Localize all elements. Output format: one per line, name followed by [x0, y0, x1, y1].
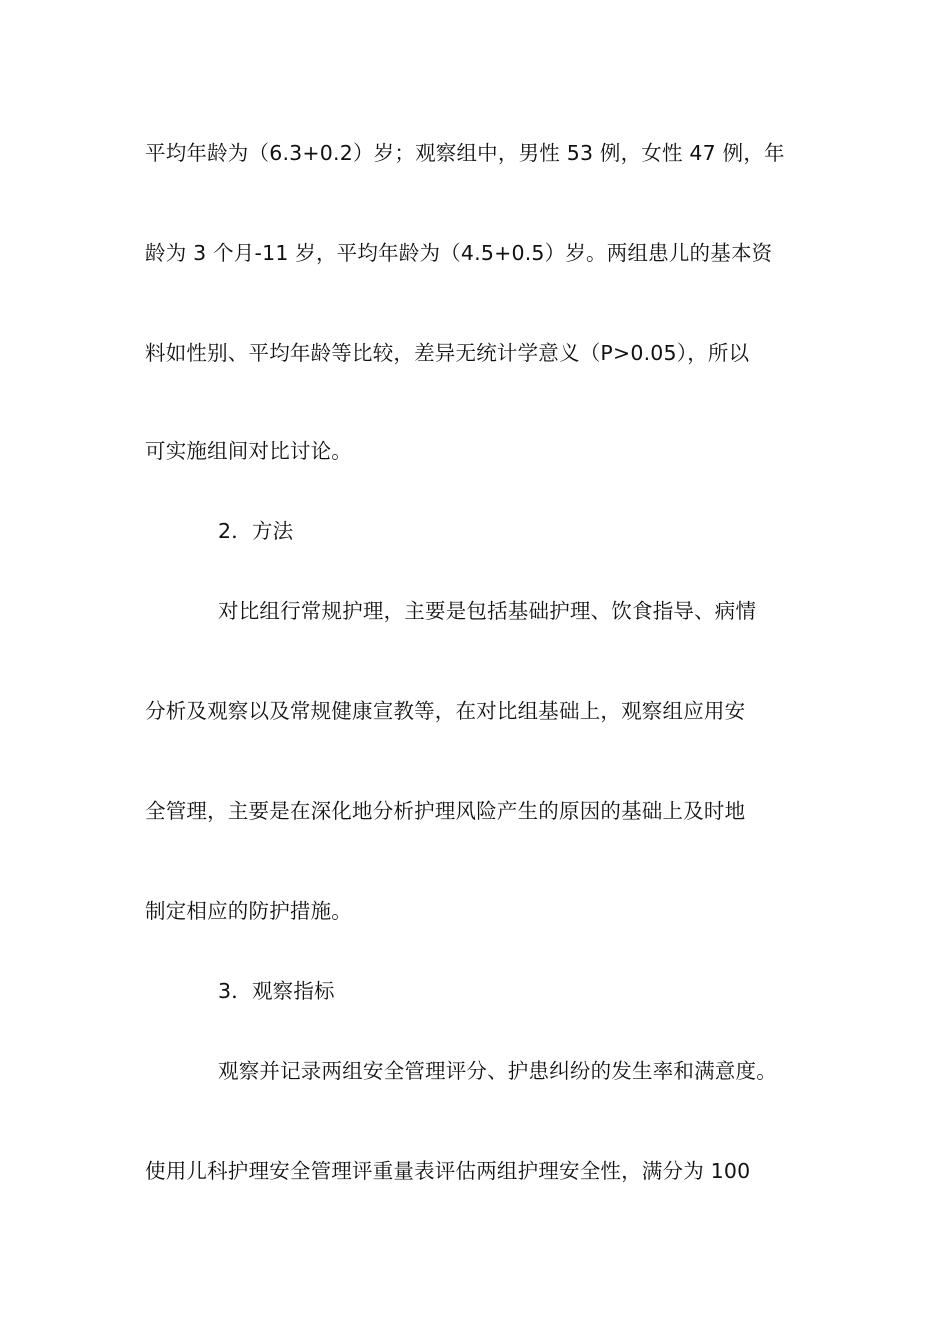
paragraph-line: 可实施组间对比讨论。 [145, 439, 352, 463]
paragraph-line: 龄为 3 个月-11 岁，平均年龄为（4.5+0.5）岁。两组患儿的基本资 [145, 241, 773, 265]
paragraph-line: 使用儿科护理安全管理评重量表评估两组护理安全性，满分为 100 [145, 1159, 751, 1183]
paragraph-line: 制定相应的防护措施。 [145, 899, 352, 923]
paragraph-line: 对比组行常规护理，主要是包括基础护理、饮食指导、病情 [218, 599, 757, 623]
section-heading-methods: 2．方法 [218, 519, 294, 543]
section-heading-indicators: 3．观察指标 [218, 979, 335, 1003]
paragraph-line: 观察并记录两组安全管理评分、护患纠纷的发生率和满意度。 [218, 1059, 777, 1083]
paragraph-line: 全管理，主要是在深化地分析护理风险产生的原因的基础上及时地 [145, 799, 746, 823]
paragraph-line: 分析及观察以及常规健康宣教等，在对比组基础上，观察组应用安 [145, 699, 746, 723]
paragraph-line: 料如性别、平均年龄等比较，差异无统计学意义（P>0.05），所以 [145, 341, 750, 365]
paragraph-line: 平均年龄为（6.3+0.2）岁；观察组中，男性 53 例，女性 47 例，年 [145, 141, 785, 165]
